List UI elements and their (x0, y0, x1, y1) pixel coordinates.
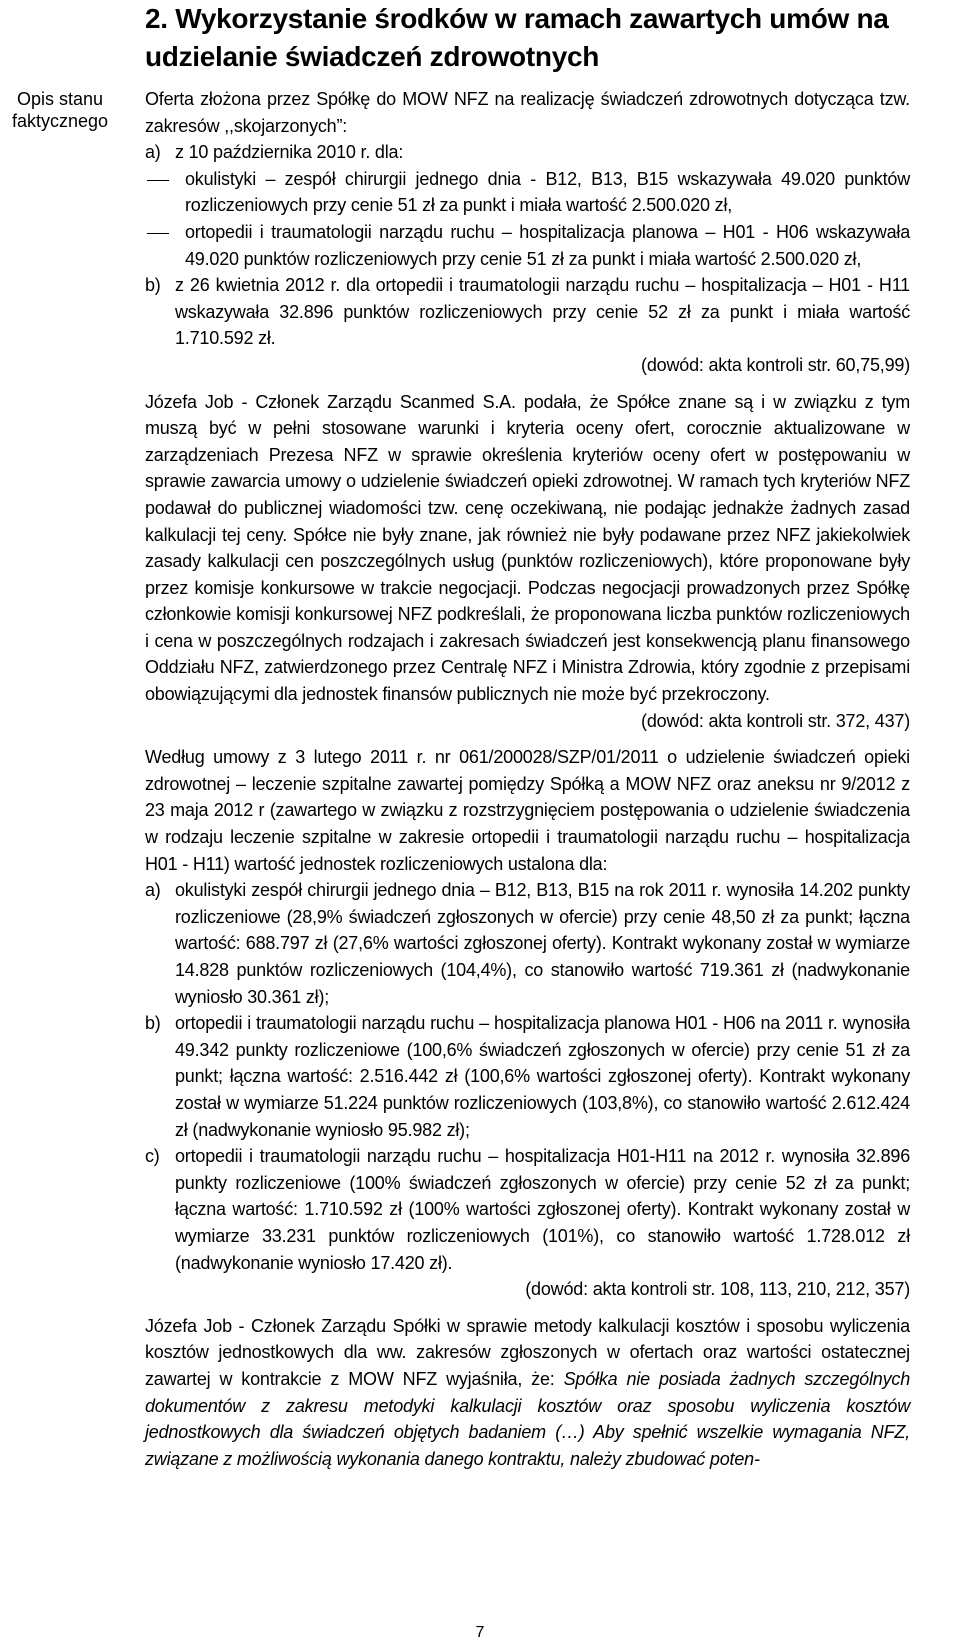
dash-item (145, 219, 910, 272)
list-label: b) (145, 275, 161, 296)
paragraph-text: Józefa Job - Członek Zarządu Spółki w sprawie metody kalkulacji kosztów i sposobu wyliczenia kosztów jednostkowych dla ww. zakresów zgłoszonych w ofertach oraz wartości ostatecznej zawartej w kontrakcie z MOW NFZ wyjaśniła, że: (145, 1315, 910, 1389)
paragraph: Według umowy z 3 lutego 2011 r. nr 061/200028/SZP/01/2011 o udzielenie świadczeń opieki zdrowotnej – leczenie szpitalne zawartej pomiędzy Spółką a MOW NFZ oraz aneksu nr 9/2012 z 23 maja 2012 r (zawartego w związku z rozstrzygnięciem postępowania o udzielenie świadczenia w rodzaju leczenie szpitalne w zakresie ortopedii i traumatologii narządu ruchu – hospitalizacja H01 - H11) wartość jednostek rozliczeniowych ustalona dla: (145, 747, 910, 874)
side-label: Opis stanu faktycznego (11, 89, 109, 131)
evidence-citation: (dowód: akta kontroli str. 108, 113, 210, 212, 357) (525, 1279, 910, 1300)
page-number: 7 (475, 1624, 485, 1641)
dash-bullet-icon (145, 219, 185, 272)
evidence-citation: (dowód: akta kontroli str. 372, 437) (641, 710, 910, 731)
quoted-explanation: Spółka nie posiada żadnych szczególnych dokumentów z zakresu metodyki kalkulacji kosztów oraz sposobu wyliczenia kosztów jednostkowych dla świadczeń objętych badaniem (…) Aby spełnić wszelkie wymagania NFZ, związane z możliwością wykonania danego kontraktu, należy zbudować poten- (145, 1368, 910, 1469)
list-item (145, 877, 910, 1010)
paragraph (145, 1313, 910, 1473)
list-text: z 26 kwietnia 2012 r. dla ortopedii i traumatologii narządu ruchu – hospitalizacja – H01 - H11 wskazywała 32.896 punktów rozliczeniowych przy cenie 52 zł za punkt i miała wartość 1.710.592 zł. (175, 275, 910, 349)
dash-item (145, 166, 910, 219)
list-item-a (145, 139, 910, 166)
list-item (145, 1010, 910, 1143)
list-label: a) (145, 142, 161, 163)
list-text: z 10 października 2010 r. dla: (175, 142, 404, 163)
list-label: c) (145, 1146, 160, 1167)
dash-text: ortopedii i traumatologii narządu ruchu – hospitalizacja planowa – H01 - H06 wskazywała 49.020 punktów rozliczeniowych przy cenie 51 zł za punkt i miała wartość 2.500.020 zł, (185, 221, 910, 269)
paragraph: Józefa Job - Członek Zarządu Scanmed S.A. podała, że Spółce znane są i w związku z tym muszą być w pełni stosowane warunki i kryteria oceny ofert, corocznie aktualizowane w zarządzeniach Prezesa NFZ w sprawie określenia kryteriów oceny ofert w postępowaniu w sprawie zawarcia umowy o udzielenie świadczeń opieki zdrowotnej. W ramach tych kryteriów NFZ podawał do publicznej wiadomości tzw. cenę oczekiwaną, nie podając jednakże żadnych zasad kalkulacji tej ceny. Spółce nie były znane, jak również nie były podawane przez NFZ jakiekolwiek zasady kalkulacji cen poszczególnych usług (punktów rozliczeniowych), które proponowane były przez komisje konkursowe w trakcie negocjacji. Podczas negocjacji prowadzonych przez Spółkę członkowie komisji konkursowej NFZ podkreślali, że proponowana liczba punktów rozliczeniowych i cena w poszczególnych rodzajach i zakresach świadczeń jest konsekwencją planu finansowego Oddziału NFZ, zatwierdzonego przez Centralę NFZ i Ministra Zdrowia, który zgodnie z przepisami obowiązującymi dla jednostek finansów publicznych nie może być przekroczony. (145, 391, 910, 705)
list-label: a) (145, 880, 161, 901)
list-text: ortopedii i traumatologii narządu ruchu – hospitalizacja H01-H11 na 2012 r. wynosiła 32.896 punkty rozliczeniowe (100% świadczeń zgłoszonych w ofercie) przy cenie 52 zł za punkt; łączna wartość: 1.710.592 zł (100% wartości zgłoszonej oferty). Kontrakt wykonany został w wymiarze 33.231 punktów rozliczeniowych (101%), co stanowiło wartość 1.728.012 zł (nadwykonanie wyniosło 17.420 zł). (175, 1146, 910, 1273)
list-item-b (145, 272, 910, 352)
section-heading: 2. Wykorzystanie środków w ramach zawartych umów na udzielanie świadczeń zdrowotnych (145, 3, 889, 72)
list-label: b) (145, 1013, 161, 1034)
list-item (145, 1143, 910, 1276)
evidence-citation: (dowód: akta kontroli str. 60,75,99) (641, 354, 910, 375)
main-text (145, 86, 910, 1472)
list-text: okulistyki zespół chirurgii jednego dnia – B12, B13, B15 na rok 2011 r. wynosiła 14.202 punkty rozliczeniowe (28,9% świadczeń zgłoszonych w ofercie) przy cenie 48,50 zł za punkt; łączna wartość: 688.797 zł (27,6% wartości zgłoszonej oferty). Kontrakt wykonany został w wymiarze 14.828 punktów rozliczeniowych (104,4%), co stanowiło wartość 719.361 zł (nadwykonanie wyniosło 30.361 zł); (175, 880, 910, 1007)
intro-paragraph: Oferta złożona przez Spółkę do MOW NFZ na realizację świadczeń zdrowotnych dotycząca tzw. zakresów ,,skojarzonych”: (145, 89, 910, 136)
dash-text: okulistyki – zespół chirurgii jednego dnia - B12, B13, B15 wskazywała 49.020 punktów rozliczeniowych przy cenie 51 zł za punkt i miała wartość 2.500.020 zł, (185, 168, 910, 216)
dash-bullet-icon (145, 166, 185, 219)
list-text: ortopedii i traumatologii narządu ruchu – hospitalizacja planowa H01 - H06 na 2011 r. wynosiła 49.342 punkty rozliczeniowe (100,6% świadczeń zgłoszonych w ofercie) przy cenie 51 zł za punkt; łączna wartość: 2.516.442 zł (100,6% wartości zgłoszonej oferty). Kontrakt wykonany został w wymiarze 51.224 punktów rozliczeniowych (103,8%), co stanowiło wartość 2.612.424 zł (nadwykonanie wyniosło 95.982 zł); (175, 1013, 910, 1140)
